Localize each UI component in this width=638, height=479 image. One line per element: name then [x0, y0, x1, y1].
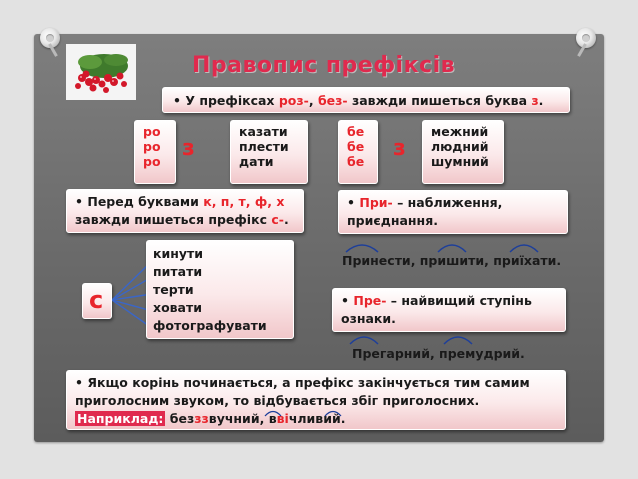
bullet-icon: •: [341, 293, 349, 308]
rule3-line1: [347, 195, 502, 210]
example2-part-c: чливий.: [288, 411, 346, 426]
roz-right-item: плести: [239, 139, 289, 154]
pre-arcs: [344, 332, 524, 346]
bez-left-list: [347, 124, 364, 169]
bez-right-list: [431, 124, 489, 169]
prefix-roz: роз-: [278, 93, 309, 108]
pry-arc-1: [346, 245, 378, 252]
s-word-item: ховати: [153, 300, 202, 315]
bez-right-item: шумний: [431, 154, 489, 169]
s-word-item: терти: [153, 282, 194, 297]
rule3-line2: приєднання.: [347, 213, 438, 228]
s-word-item: фотографувати: [153, 318, 267, 333]
rule1-text: [173, 93, 543, 108]
roz-right-list: [239, 124, 289, 169]
roz-right-item: казати: [239, 124, 288, 139]
rule2-line2: [75, 212, 289, 227]
rule3-box: [338, 190, 568, 234]
rule4-line1-after: – найвищий ступінь: [386, 293, 532, 308]
prefix-pre: Пре-: [353, 293, 387, 308]
rule5-arc-1: [265, 412, 281, 417]
bullet-icon: •: [347, 195, 355, 210]
bullet-icon: •: [173, 93, 181, 108]
pre-arc-2: [444, 337, 472, 344]
bez-left-item: бе: [347, 124, 365, 139]
rule3-line1-after: – наближення,: [392, 195, 503, 210]
pin-right-icon: [576, 28, 596, 48]
pry-arcs: [340, 240, 570, 254]
page-title: Правопис префіксів: [192, 53, 456, 78]
example2-double: ві: [276, 411, 289, 426]
pry-examples: Принести, пришити, приїхати.: [342, 253, 562, 268]
s-word-item: питати: [153, 264, 203, 279]
viburnum-berries-icon: [66, 44, 136, 100]
s-letter: с: [89, 286, 104, 314]
rule2-letters: к, п, т, ф, х: [203, 194, 285, 209]
roz-right-box: [230, 120, 308, 184]
example-label: Наприклад:: [77, 411, 164, 426]
pry-arc-2: [438, 245, 466, 252]
prefix-bez: без-: [317, 93, 348, 108]
s-words-list: [153, 245, 267, 335]
rule1-dot: .: [538, 93, 544, 108]
rule5-line1: [75, 375, 530, 390]
prefix-pry: При-: [359, 195, 393, 210]
pre-arc-1: [350, 337, 378, 344]
letter-z: з: [531, 93, 539, 108]
roz-left-item: ро: [143, 154, 161, 169]
prefix-s: с-: [271, 212, 284, 227]
s-words-box: [146, 240, 294, 339]
rule2-line1: [75, 194, 284, 209]
rule5-line2: приголосним звуком, то відбувається збіг приголосних.: [75, 393, 480, 408]
bullet-icon: •: [75, 194, 83, 209]
rule1-before: У префіксах: [185, 93, 279, 108]
pin-left-icon: [40, 28, 60, 48]
roz-left-item: ро: [143, 124, 161, 139]
rule4-box: [332, 288, 566, 332]
rule1-comma: ,: [308, 93, 318, 108]
roz-left-box: [134, 120, 176, 184]
rule2-dot: .: [283, 212, 289, 227]
roz-right-item: дати: [239, 154, 274, 169]
bez-letter: з: [393, 136, 406, 161]
rule5-box: [66, 370, 566, 430]
example1-part-c: вучний,: [208, 411, 269, 426]
rule2-box: [66, 189, 304, 233]
bez-left-item: бе: [347, 139, 365, 154]
rule5-arc-2: [325, 412, 341, 417]
example2-part-a: в: [268, 411, 277, 426]
bez-left-item: бе: [347, 154, 365, 169]
rule5-arcs: [263, 407, 343, 417]
roz-left-item: ро: [143, 139, 161, 154]
rule1-box: [162, 87, 570, 113]
pry-arc-3: [510, 245, 538, 252]
rule4-line2: ознаки.: [341, 311, 396, 326]
bez-right-item: межний: [431, 124, 489, 139]
rule4-line1: [341, 293, 532, 308]
bez-right-box: [422, 120, 504, 184]
bez-left-box: [338, 120, 378, 184]
bullet-icon: •: [75, 375, 83, 390]
rule2-line1-before: Перед буквами: [87, 194, 204, 209]
s-word-item: кинути: [153, 246, 204, 261]
rule5-line1-text: Якщо корінь починається, а префікс закінчується тим самим: [87, 375, 530, 390]
rule2-line2-before: завжди пишеться префікс: [75, 212, 272, 227]
pre-examples: Прегарний, премудрий.: [352, 346, 525, 361]
example1-double: зз: [194, 411, 209, 426]
bez-right-item: людний: [431, 139, 489, 154]
example1-part-a: без: [165, 411, 195, 426]
roz-letter: з: [182, 136, 195, 161]
roz-left-list: [143, 124, 161, 169]
rule1-after: завжди пишеться буква: [347, 93, 532, 108]
s-letter-box: [82, 283, 112, 319]
